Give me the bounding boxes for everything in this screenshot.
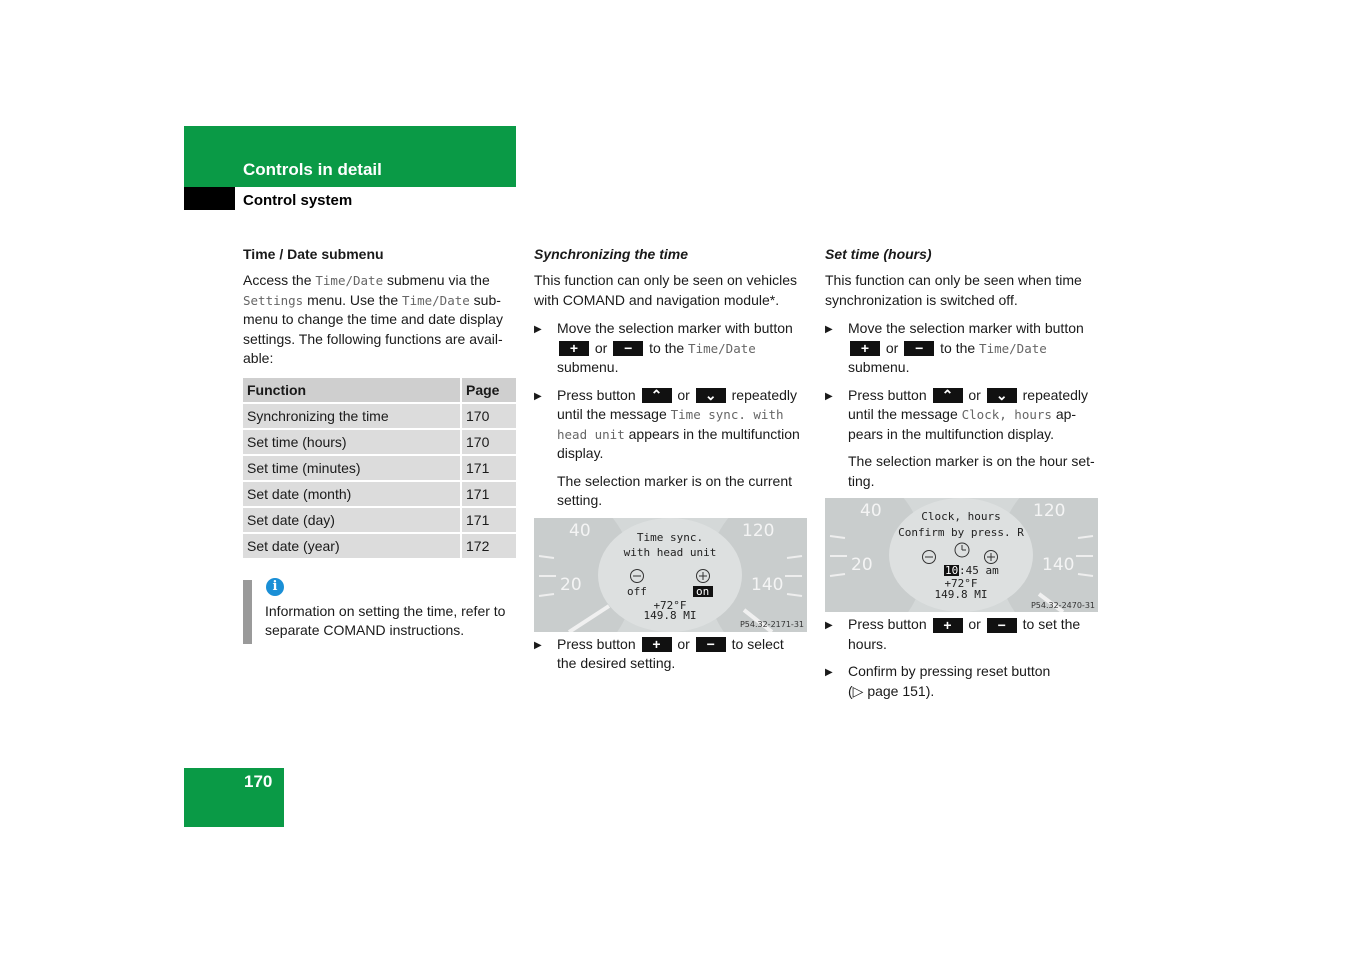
instrument-display-sync <box>534 518 807 632</box>
page-cell: 171 <box>460 482 516 506</box>
minus-key-icon: − <box>613 341 643 356</box>
up-key-icon: ⌃ <box>642 388 672 403</box>
function-cell: Set date (day) <box>243 508 460 532</box>
col2-step1: ▶ Move the selection marker with button + or − to the Time/Date submenu. <box>534 320 793 375</box>
dial-label: 140 <box>751 574 784 595</box>
page-cell: 171 <box>460 456 516 480</box>
dial-label: 20 <box>851 555 873 575</box>
page-cell: 172 <box>460 534 516 558</box>
page-number: 170 <box>244 772 273 791</box>
display-temp: +72°F <box>653 598 687 612</box>
col3-step2: ▶ Press button ⌃ or ⌄ repeatedly until the message Clock, hours ap-pears in the multifunction display. <box>825 386 1089 442</box>
minus-key-icon: − <box>904 341 934 356</box>
display-line1: Clock, hours <box>921 510 1001 523</box>
display-line2: with head unit <box>623 545 717 559</box>
dial-label: 120 <box>1033 501 1066 521</box>
figure-code: P54.32-2171-31 <box>739 619 804 629</box>
dial-label: 40 <box>860 501 882 521</box>
up-key-icon: ⌃ <box>933 388 963 403</box>
info-text: Information on setting the time, refer to separate COMAND instructions. <box>265 602 506 638</box>
table-header-page: Page <box>460 378 516 402</box>
col3-step1: ▶ Move the selection marker with button + or − to the Time/Date submenu. <box>825 320 1084 375</box>
display-miles: 149.8 MI <box>934 588 988 601</box>
column-3 <box>825 246 1098 701</box>
function-cell: Set time (minutes) <box>243 456 460 480</box>
col3-step3: ▶ Press button + or − to set the hours. <box>825 616 1081 652</box>
table-row <box>243 430 516 454</box>
info-bar <box>243 580 252 644</box>
page-cell: 170 <box>460 430 516 454</box>
col2-note: The selection marker is on the current setting. <box>557 472 792 508</box>
col2-step2: ▶ Press button ⌃ or ⌄ repeatedly until the message Time sync. with head unit appears in the multifunction display. <box>534 386 800 461</box>
column-2 <box>534 246 807 674</box>
function-cell: Set date (month) <box>243 482 460 506</box>
col3-step4: ▶ Confirm by pressing reset button (▷ page 151). <box>825 663 1051 699</box>
plus-key-icon: + <box>850 341 880 356</box>
minus-key-icon: − <box>987 618 1017 633</box>
col1-intro: Access the Time/Date submenu via the Settings menu. Use the Time/Date sub-menu to change the time and date display settings. The following functions are avail-able: <box>243 272 503 366</box>
function-cell: Set date (year) <box>243 534 460 558</box>
display-line2: Confirm by press. R <box>898 526 1024 539</box>
display-line1: Time sync. <box>636 530 704 544</box>
dial-label: 40 <box>569 520 591 541</box>
dial-label: 140 <box>1042 555 1075 575</box>
subsection-title: Control system <box>243 192 353 209</box>
plus-key-icon: + <box>933 618 963 633</box>
info-icon: i <box>266 578 284 596</box>
col3-intro: This function can only be seen when time synchronization is switched off. <box>825 272 1082 308</box>
table-row <box>243 508 516 532</box>
figure-code: P54.32-2470-31 <box>1030 601 1095 610</box>
function-table <box>243 376 516 560</box>
column-1 <box>243 246 516 645</box>
plus-key-icon: + <box>559 341 589 356</box>
col3-note: The selection marker is on the hour set-ting. <box>848 453 1095 489</box>
display-temp: +72°F <box>944 577 978 590</box>
table-row <box>243 534 516 558</box>
display-off: off <box>627 584 647 598</box>
down-key-icon: ⌄ <box>696 388 726 403</box>
instrument-display-hours <box>825 498 1098 612</box>
dial-label: 120 <box>742 520 775 541</box>
minus-key-icon: − <box>696 637 726 652</box>
page-cell: 171 <box>460 508 516 532</box>
table-row <box>243 404 516 428</box>
dial-label: 20 <box>560 574 582 595</box>
page-cell: 170 <box>460 404 516 428</box>
info-box <box>243 578 516 645</box>
plus-key-icon: + <box>642 637 672 652</box>
display-minutes: :45 am <box>959 564 999 577</box>
subsection-marker <box>184 187 235 210</box>
function-cell: Synchronizing the time <box>243 404 460 428</box>
display-hour: 10 <box>945 564 959 577</box>
display-miles: 149.8 MI <box>643 608 697 622</box>
col2-step3: ▶ Press button + or − to select the desired setting. <box>534 635 784 671</box>
display-on: on <box>696 584 710 598</box>
col2-intro: This function can only be seen on vehicles with COMAND and navigation module*. <box>534 272 798 308</box>
section-title: Controls in detail <box>243 160 382 179</box>
function-cell: Set time (hours) <box>243 430 460 454</box>
col1-title: Time / Date submenu <box>243 246 384 262</box>
table-row <box>243 482 516 506</box>
table-header-function: Function <box>243 378 460 402</box>
down-key-icon: ⌄ <box>987 388 1017 403</box>
table-row <box>243 456 516 480</box>
col2-title: Synchronizing the time <box>534 246 689 262</box>
col3-title: Set time (hours) <box>825 246 932 262</box>
